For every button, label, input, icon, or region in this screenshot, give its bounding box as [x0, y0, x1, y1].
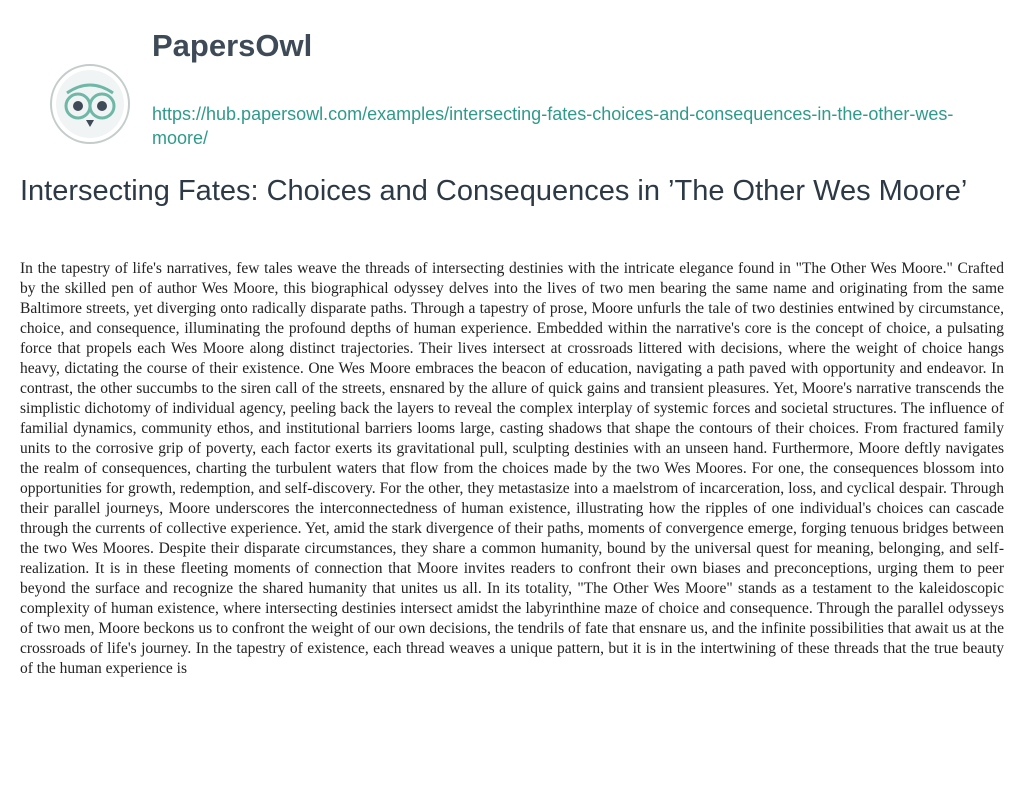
- brand-name[interactable]: PapersOwl: [152, 28, 313, 63]
- source-url-link[interactable]: https://hub.papersowl.com/examples/intersecting-fates-choices-and-consequences-in-the-other-wes-moore/: [152, 104, 954, 148]
- owl-logo-icon[interactable]: [49, 63, 131, 145]
- article-title: Intersecting Fates: Choices and Consequences in ’The Other Wes Moore’: [20, 175, 968, 207]
- article-body: In the tapestry of life's narratives, few tales weave the threads of intersecting destinies with the intricate elegance found in "The Other Wes Moore." Crafted by the skilled pen of author Wes Moore, this biographical odyssey delves into the lives of two men bearing the same name and originating from the same Baltimore streets, yet diverging onto radically disparate paths. Through a tapestry of prose, Moore unfurls the tale of two destinies entwined by circumstance, choice, and consequence, illuminating the profound depths of human experience. Embedded within the narrative's core is the concept of choice, a pulsating force that propels each Wes Moore along distinct trajectories. Their lives intersect at crossroads littered with decisions, where the weight of choice hangs heavy, dictating the course of their existence. One Wes Moore embraces the beacon of education, navigating a path paved with opportunity and endeavor. In contrast, the other succumbs to the siren call of the streets, ensnared by the allure of quick gains and transient pleasures. Yet, Moore's narrative transcends the simplistic dichotomy of individual agency, peeling back the layers to reveal the complex interplay of systemic forces and societal structures. The influence of familial dynamics, community ethos, and institutional barriers looms large, casting shadows that shape the contours of their choices. From fractured family units to the corrosive grip of poverty, each factor exerts its gravitational pull, sculpting destinies with an unseen hand. Furthermore, Moore deftly navigates the realm of consequences, charting the turbulent waters that flow from the choices made by the two Wes Moores. For one, the consequences blossom into opportunities for growth, redemption, and self-discovery. For the other, they metastasize into a maelstrom of incarceration, loss, and cyclical despair. Through their parallel journeys, Moore underscores the interconnectedness of human existence, illustrating how the ripples of one individual's choices can cascade through the currents of collective experience. Yet, amid the stark divergence of their paths, moments of convergence emerge, forging tenuous bridges between the two Wes Moores. Despite their disparate circumstances, they share a common humanity, bound by the universal quest for meaning, belonging, and self-realization. It is in these fleeting moments of connection that Moore invites readers to confront their own biases and preconceptions, urging them to peer beyond the surface and recognize the shared humanity that unites us all. In its totality, "The Other Wes Moore" stands as a testament to the kaleidoscopic complexity of human existence, where intersecting destinies intersect amidst the labyrinthine maze of choice and consequence. Through the parallel odysseys of two men, Moore beckons us to confront the weight of our own decisions, the tendrils of fate that ensnare us, and the infinite possibilities that await us at the crossroads of life's journey. In the tapestry of existence, each thread weaves a unique pattern, but it is in the intertwining of these threads that the true beauty of the human experience is: [20, 260, 1004, 677]
- header: [49, 28, 989, 158]
